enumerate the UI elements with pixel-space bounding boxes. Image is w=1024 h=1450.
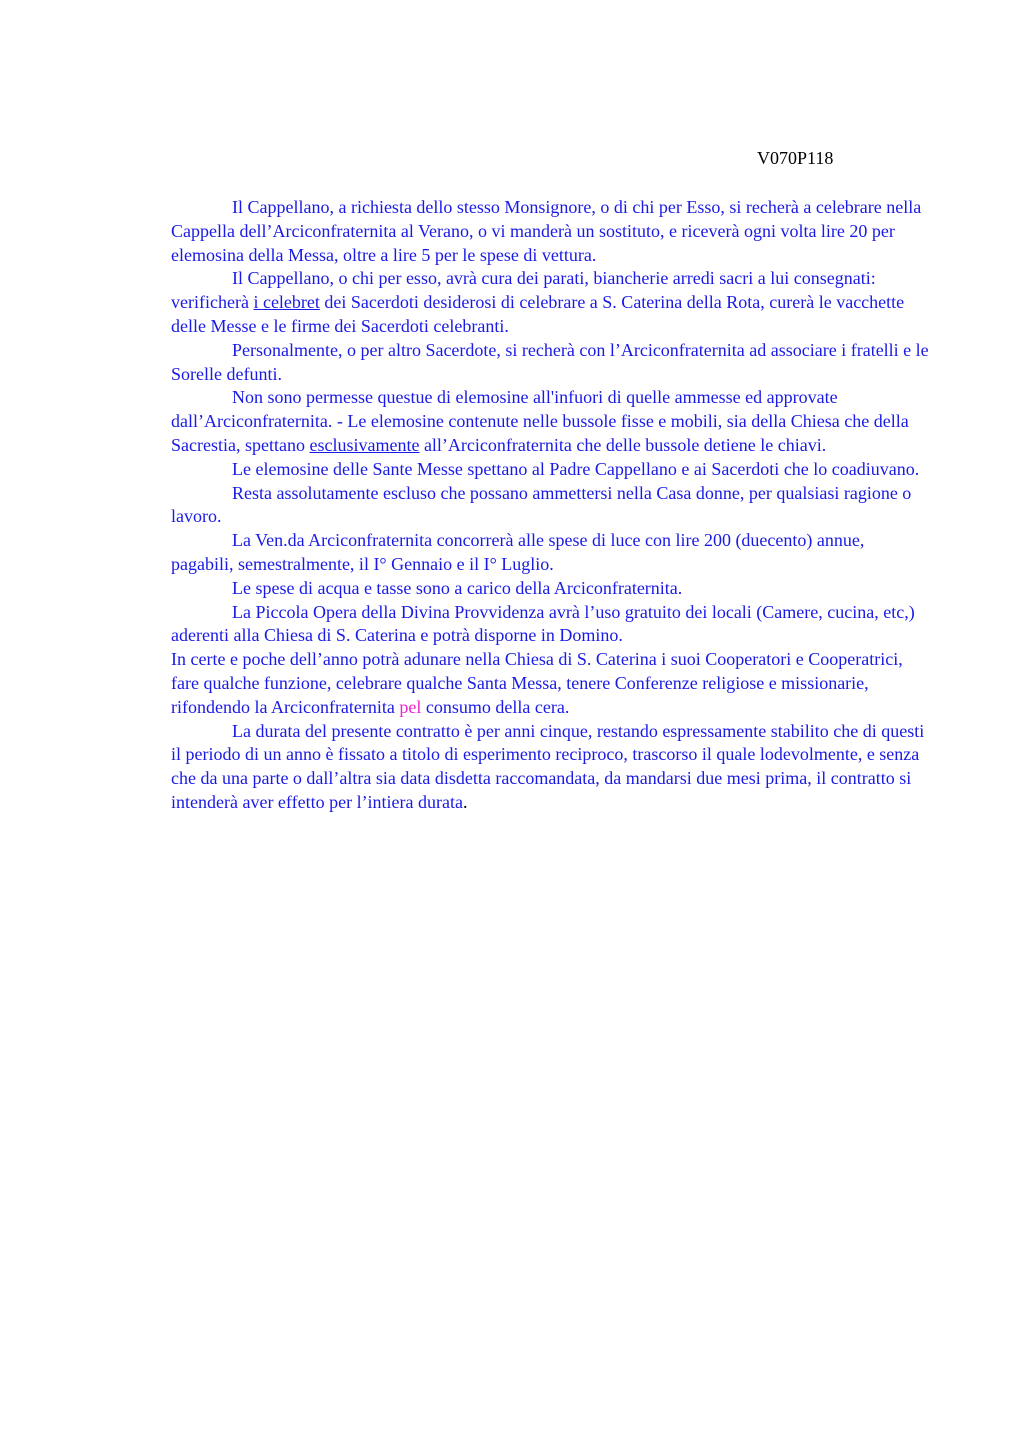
paragraph-premises-use: La Piccola Opera della Divina Provvidenza avrà l’uso gratuito dei locali (Camere, cucina, etc,) aderenti alla Chiesa di S. Caterina e potrà disporne in Domino. [171, 601, 915, 646]
underlined-term-celebret: i celebret [253, 292, 320, 313]
paragraph-cooperators [171, 648, 931, 719]
paragraph-house-rule: Resta assolutamente escluso che possano ammettersi nella Casa donne, per qualsiasi ragione o lavoro. [171, 482, 912, 527]
paragraph-funerals: Personalmente, o per altro Sacerdote, si recherà con l’Arciconfraternita ad associare i fratelli e le Sorelle defunti. [171, 339, 929, 384]
paragraph-text: all’Arciconfraternita che delle bussole detiene le chiavi. [419, 434, 827, 455]
underlined-term-esclusivamente: esclusivamente [309, 434, 420, 455]
paragraph-lighting-costs: La Ven.da Arciconfraternita concorrerà alle spese di luce con lire 200 (duecento) annue, pagabili, semestralmente, il I° Gennaio e il I° Luglio. [171, 530, 865, 574]
paragraph-water-taxes: Le spese di acqua e tasse sono a carico della Arciconfraternita. [232, 577, 683, 598]
paragraph-text: consumo della cera. [421, 696, 570, 717]
paragraph-text: dei Sacerdoti desiderosi di celebrare a S. Caterina della Rota, curerà le vacchette delle Messe e le firme dei Sacerdoti celebranti. [171, 292, 905, 336]
paragraph-chaplain-celebration: Il Cappellano, a richiesta dello stesso Monsignore, o di chi per Esso, si recherà a celebrare nella Cappella dell’Arciconfraternita al Verano, o vi manderà un sostituto, e riceverà ogni volta lire 20 per elemosina della Messa, oltre a lire 5 per le spese di vettura. [171, 197, 922, 265]
paragraph-alms [171, 386, 931, 457]
paragraph-text: In certe e poche dell’anno potrà adunare nella Chiesa di S. Caterina i suoi Cooperatori e Cooperatrici, fare qualche funzione, celebrare qualche Santa Messa, tenere Conferenze religiose e missionarie, rifondendo la Arciconfraternita [171, 649, 903, 717]
paragraph-mass-offerings: Le elemosine delle Sante Messe spettano al Padre Cappellano e ai Sacerdoti che lo coadiuvano. [232, 458, 920, 479]
page-reference-code: V070P118 [757, 148, 834, 168]
paragraph-text: La durata del presente contratto è per anni cinque, restando espressamente stabilito che di questi il periodo di un anno è fissato a titolo di esperimento reciproco, trascorso il quale lodevolmente, e senza che da una parte o dall’altra sia data disdetta raccomandata, da mandarsi due mesi prima, il contratto si intenderà aver effetto per l’intiera durata [171, 720, 925, 812]
highlighted-word-pel: pel [399, 696, 422, 717]
final-period: . [463, 791, 468, 812]
paragraph-text: Non sono permesse questue di elemosine all'infuori di quelle ammesse ed approvate dall’Arciconfraternita. - Le elemosine contenute nelle bussole fisse e mobili, sia della Chiesa che della Sacrestia, spettano [171, 387, 909, 455]
document-body [171, 196, 931, 815]
paragraph-text: Il Cappellano, o chi per esso, avrà cura dei parati, biancherie arredi sacri a lui consegnati: verificherà [171, 268, 876, 313]
paragraph-contract-duration [171, 720, 931, 815]
paragraph-chaplain-duties [171, 267, 931, 338]
